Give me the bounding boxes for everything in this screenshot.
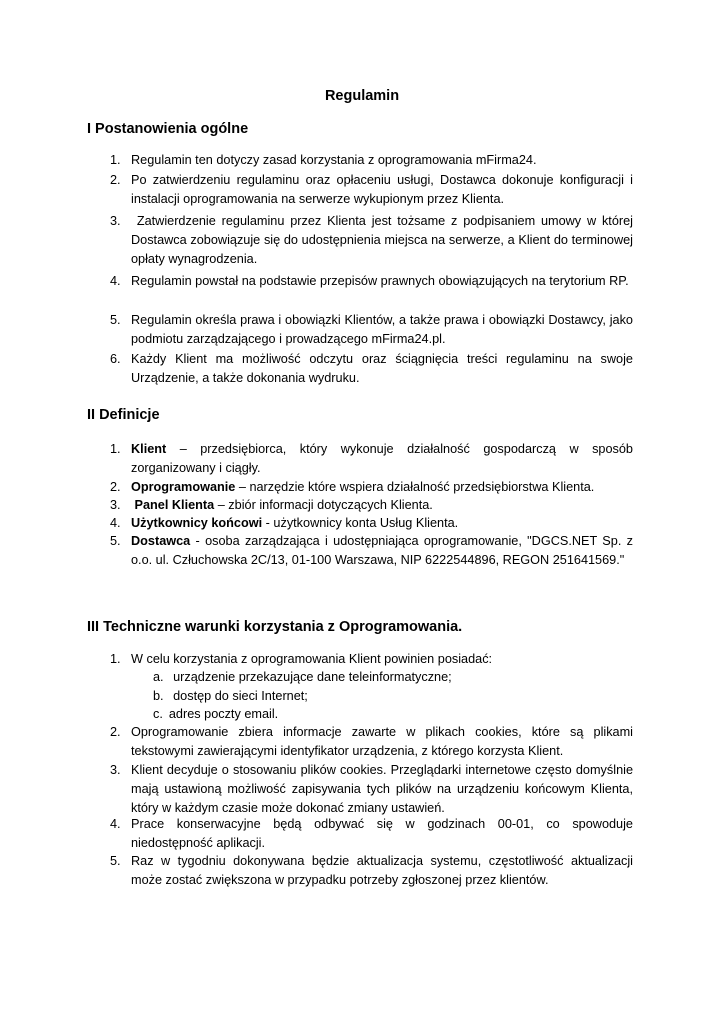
list-item: 2. Po zatwierdzeniu regulaminu oraz opłaceniu usługi, Dostawca dokonuje konfiguracji i instalacji oprogramowania na serwerze wykupionym przez Klienta. <box>110 173 633 206</box>
list-item: 2. Oprogramowanie zbiera informacje zawarte w plikach cookies, które są plikami tekstowymi zawierającymi identyfikator urządzenia, z którego korzysta Klient. <box>110 725 633 758</box>
definition-term: Klient <box>131 442 167 456</box>
list-item: 5. Regulamin określa prawa i obowiązki Klientów, a także prawa i obowiązki Dostawcy, jako podmiotu zarządzającego i prowadzącego mFirma24.pl. <box>110 313 633 346</box>
definition-item: 2. Oprogramowanie – narzędzie które wspiera działalność przedsiębiorstwa Klienta. <box>110 480 595 494</box>
list-item: 1. W celu korzystania z oprogramowania Klient powinien posiadać: <box>110 652 493 666</box>
list-item: 1. Regulamin ten dotyczy zasad korzystania z oprogramowania mFirma24. <box>110 153 537 167</box>
definition-term: Oprogramowanie <box>131 480 236 494</box>
definition-item: 1. Klient – przedsiębiorca, który wykonuje działalność gospodarczą w sposób zorganizowany i ciągły. <box>110 442 633 475</box>
list-item: 6. Każdy Klient ma możliwość odczytu oraz ściągnięcia treści regulaminu na swoje Urządzenie, a także dokonania wydruku. <box>110 352 633 385</box>
list-item: 3. Klient decyduje o stosowaniu plików cookies. Przeglądarki internetowe często domyślnie mają ustawioną możliwość zapisywania tych plików na urządzeniu końcowym Klienta, który w każdym czasie może dokonać zmiany ustawień. <box>110 763 633 815</box>
definition-term: Dostawca <box>131 534 191 548</box>
section-heading-3: III Techniczne warunki korzystania z Oprogramowania. <box>87 619 463 635</box>
sub-list-item: b. dostęp do sieci Internet; <box>153 689 308 703</box>
definition-item: 5. Dostawca - osoba zarządzająca i udostępniająca oprogramowanie, "DGCS.NET Sp. z o.o. ul. Człuchowska 2C/13, 01-100 Warszawa, NIP 6222544896, REGON 251641569." <box>110 534 633 567</box>
definition-item: 4. Użytkownicy końcowi - użytkownicy konta Usług Klienta. <box>110 516 459 530</box>
section-heading-1: I Postanowienia ogólne <box>87 121 249 137</box>
sub-list-item: c. adres poczty email. <box>153 707 279 721</box>
list-item: 4. Prace konserwacyjne będą odbywać się w godzinach 00-01, co spowoduje niedostępność aplikacji. <box>110 817 633 850</box>
page-title: Regulamin <box>324 88 400 104</box>
list-item: 5. Raz w tygodniu dokonywana będzie aktualizacja systemu, częstotliwość aktualizacji może zostać zwiększona w przypadku potrzeby zgłoszonej przez klientów. <box>110 854 633 887</box>
definition-term: Panel Klienta <box>131 498 215 512</box>
section-heading-2: II Definicje <box>87 407 160 423</box>
definition-term: Użytkownicy końcowi <box>131 516 263 530</box>
sub-list-item: a. urządzenie przekazujące dane teleinformatyczne; <box>153 670 452 684</box>
list-item: 4. Regulamin powstał na podstawie przepisów prawnych obowiązujących na terytorium RP. <box>110 274 629 288</box>
list-item: 3. Zatwierdzenie regulaminu przez Klienta jest tożsame z podpisaniem umowy w której Dostawca zobowiązuje się do udostępnienia miejsca na serwerze, a Klient do terminowej opłaty wynagrodzenia. <box>110 214 637 266</box>
definition-item: 3. Panel Klienta – zbiór informacji dotyczących Klienta. <box>110 498 433 512</box>
